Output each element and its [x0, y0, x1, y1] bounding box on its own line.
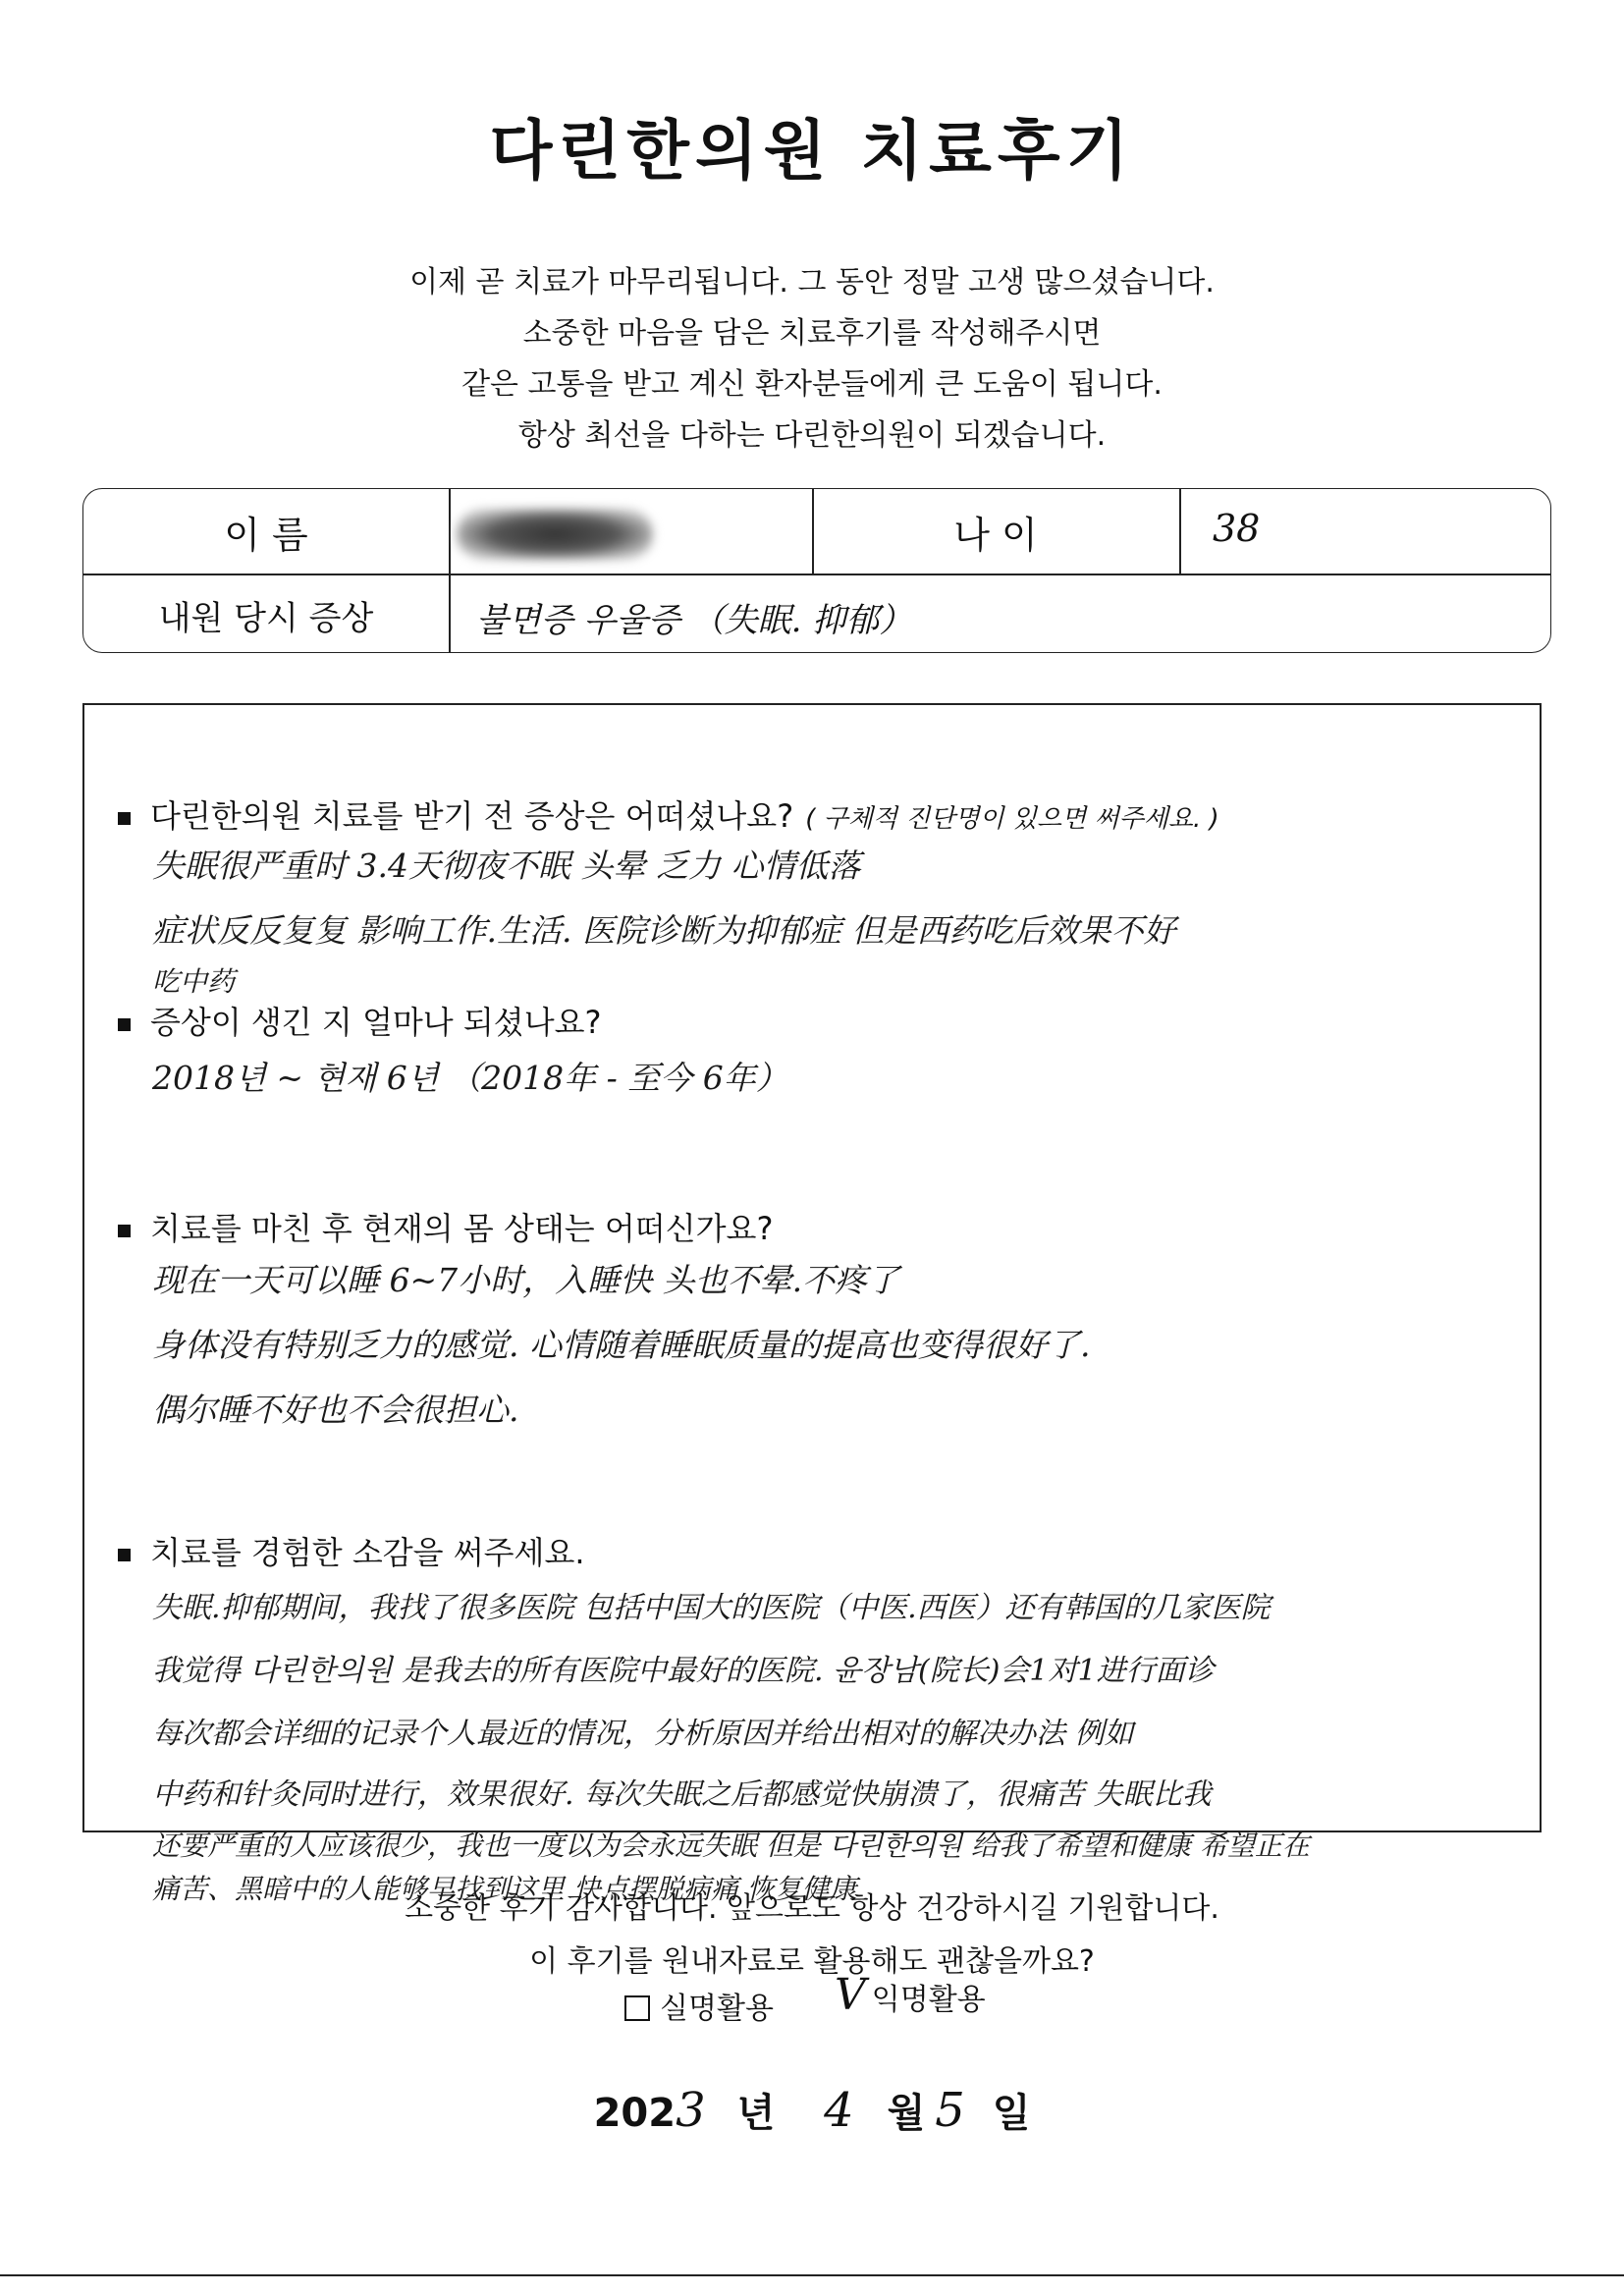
option-label: 실명활용: [660, 1992, 774, 2026]
intro-line: 이제 곧 치료가 마무리됩니다. 그 동안 정말 고생 많으셨습니다.: [409, 265, 1215, 300]
answer-line: 症状反反复复 影响工作.生活. 医院诊断为抑郁症 但是西药吃后效果不好: [152, 911, 1176, 950]
option-anonymous[interactable]: [835, 1970, 986, 2020]
question-text: 치료를 경험한 소감을 써주세요.: [150, 1534, 585, 1571]
answer-line: 2018년 ~ 현재 6년 （2018年 - 至今 6年）: [152, 1059, 788, 1097]
date-day: 5: [935, 2083, 965, 2138]
redacted-name: [457, 509, 653, 560]
age-value: 38: [1213, 507, 1261, 550]
option-label: 익명활용: [871, 1983, 986, 2017]
date-month: 4: [824, 2083, 854, 2138]
answer-line: 偶尔睡不好也不会很担心.: [152, 1391, 519, 1429]
option-real-name[interactable]: [624, 1984, 774, 2027]
date-line: [0, 2082, 1624, 2138]
answer-line: 每次都会详细的记录个人最近的情况，分析原因并给出相对的解决办法 例如: [152, 1717, 1134, 1751]
date-month-label: 월: [887, 2091, 926, 2136]
intro-text: [0, 257, 1624, 462]
date-day-label: 일: [992, 2091, 1031, 2136]
bottom-divider: [0, 2274, 1624, 2276]
bullet-icon: [118, 1549, 131, 1561]
answer-line: 吃中药: [152, 965, 236, 998]
bullet-icon: [118, 812, 131, 825]
answer-line: 我觉得 다린한의원 是我去的所有医院中最好的医院. 윤장남(院长)会1对1进行面诊: [152, 1654, 1215, 1688]
consent-question: 이 후기를 원내자료로 활용해도 괜찮을까요?: [529, 1944, 1095, 1979]
answer-line: 现在一天可以睡 6~7小时，入睡快 头也不晕.不疼了: [152, 1261, 900, 1299]
date-year-prefix: 202: [593, 2091, 677, 2136]
question-1: [118, 792, 1219, 837]
date-year-label: 년: [736, 2091, 776, 2136]
answer-line: 失眠很严重时 3.4天彻夜不眠 头晕 乏力 心情低落: [152, 847, 861, 885]
question-text: 증상이 생긴 지 얼마나 되셨나요?: [150, 1004, 602, 1041]
symptom-value: 불면증 우울증 （失眠. 抑郁）: [476, 601, 913, 640]
intro-line: 소중한 마음을 담은 치료후기를 작성해주시면: [522, 316, 1102, 351]
answer-line: 中药和针灸同时进行，效果很好. 每次失眠之后都感觉快崩溃了，很痛苦 失眠比我: [152, 1777, 1212, 1812]
answer-line: 还要严重的人应该很少，我也一度以为会永远失眠 但是 다린한의원 给我了希望和健康 希望正在: [152, 1830, 1310, 1862]
thanks-text: 소중한 후기 감사합니다. 앞으로도 항상 건강하시길 기원합니다.: [405, 1891, 1219, 1926]
question-note: ( 구체적 진단명이 있으면 써주세요. ): [805, 804, 1219, 834]
patient-info-table: [82, 488, 1551, 653]
question-4: [118, 1528, 585, 1573]
answer-line: 痛苦、黑暗中的人能够早找到这里 快点摆脱病痛 恢复健康: [152, 1873, 857, 1905]
bullet-icon: [118, 1225, 131, 1237]
bullet-icon: [118, 1018, 131, 1031]
question-text: 다린한의원 치료를 받기 전 증상은 어떠셨나요?: [150, 797, 794, 835]
question-2: [118, 998, 602, 1043]
answer-line: 身体没有特别乏力的感觉. 心情随着睡眠质量的提高也变得很好了.: [152, 1326, 1091, 1364]
question-text: 치료를 마친 후 현재의 몸 상태는 어떠신가요?: [150, 1210, 774, 1247]
question-3: [118, 1204, 773, 1249]
checkmark-icon: V: [835, 1970, 866, 2020]
date-year-last: 3: [676, 2083, 706, 2138]
intro-line: 항상 최선을 다하는 다린한의원이 되겠습니다.: [517, 418, 1107, 453]
symptom-label: 내원 당시 증상: [158, 599, 374, 638]
age-label: 나 이: [953, 514, 1038, 557]
name-label: 이 름: [224, 514, 308, 557]
page-title: 다린한의원 치료후기: [489, 113, 1135, 189]
answer-line: 失眠.抑郁期间，我找了很多医院 包括中国大的医院（中医.西医）还有韩国的几家医院: [152, 1591, 1271, 1625]
checkbox-icon[interactable]: [624, 1995, 650, 2021]
intro-line: 같은 고통을 받고 계신 환자분들에게 큰 도움이 됩니다.: [461, 367, 1163, 402]
